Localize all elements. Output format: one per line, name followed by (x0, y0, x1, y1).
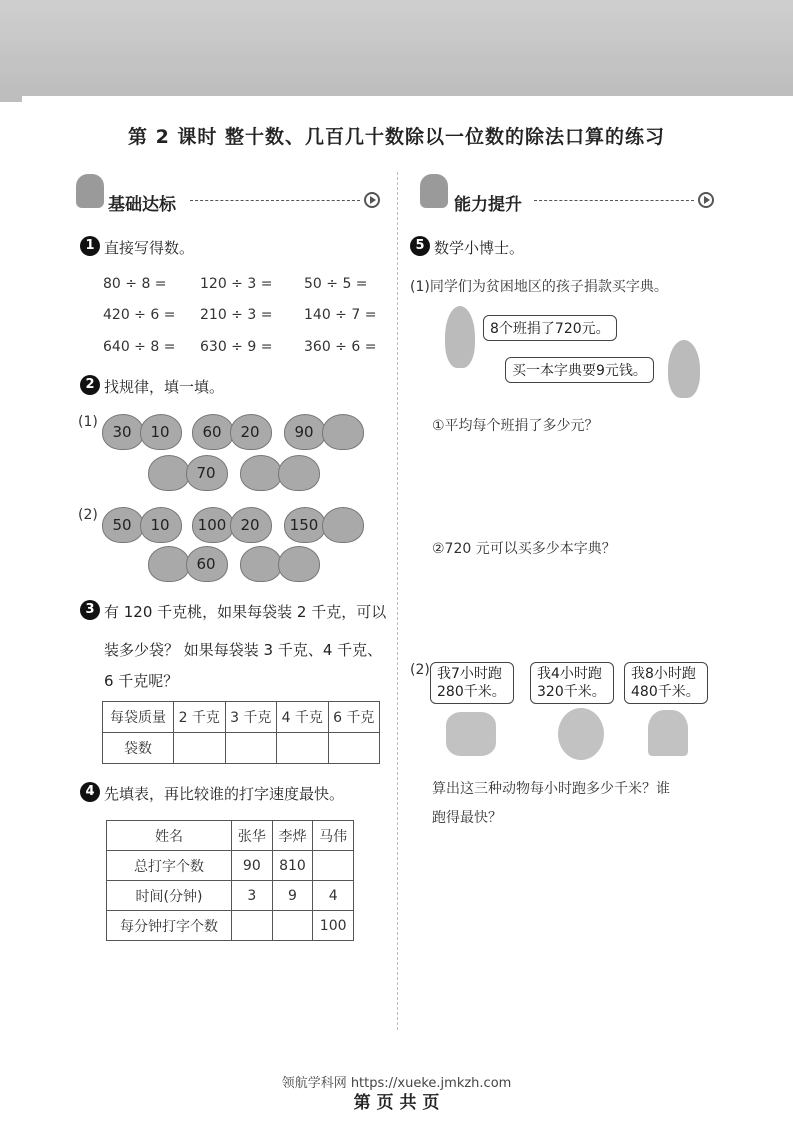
table-cell: 张华 (232, 821, 273, 851)
answer-cell[interactable] (277, 733, 329, 764)
table-cell: 李烨 (272, 821, 313, 851)
leaf-shape (240, 546, 282, 582)
answer-cell[interactable] (232, 911, 273, 941)
tiger-mascot-icon (420, 174, 448, 208)
equation: 80 ÷ 8 = (103, 276, 167, 292)
speech-bubble-lion (530, 662, 614, 704)
bubble-line: 我7小时跑 (437, 666, 502, 682)
part-label: (1) (78, 414, 98, 430)
leaf-shape (322, 414, 364, 450)
play-arrow-icon (364, 192, 380, 208)
leaf-shape (148, 546, 190, 582)
equation: 640 ÷ 8 = (103, 339, 176, 355)
table-cell: 810 (272, 851, 313, 881)
section-dash-line (534, 200, 694, 201)
table-cell: 姓名 (107, 821, 232, 851)
table-cell: 3 (232, 881, 273, 911)
answer-cell[interactable] (313, 851, 354, 881)
table-cell: 4 千克 (277, 702, 329, 733)
equation: 630 ÷ 9 = (200, 339, 273, 355)
question-2-text: 找规律，填一填。 (104, 378, 225, 396)
leaf-shape (278, 546, 320, 582)
tiger-mascot-icon (76, 174, 104, 208)
question-3-line: 有 120 千克桃，如果每袋装 2 千克，可以 (104, 603, 387, 621)
speech-bubble-elephant (430, 662, 514, 704)
leaf-value: 20 (240, 423, 260, 441)
leaf-shape (240, 455, 282, 491)
table-cell: 3 千克 (225, 702, 277, 733)
table-cell: 袋数 (103, 733, 174, 764)
table-cell: 6 千克 (328, 702, 380, 733)
table-cell: 90 (232, 851, 273, 881)
sub-question-1: ①平均每个班捐了多少元？ (432, 418, 599, 434)
leaf-shape (148, 455, 190, 491)
answer-cell[interactable] (328, 733, 380, 764)
answer-cell[interactable] (272, 911, 313, 941)
answer-cell[interactable] (225, 733, 277, 764)
leaf-shape (322, 507, 364, 543)
leaf-value: 150 (289, 516, 319, 534)
typing-speed-table (106, 820, 354, 941)
girl-figure-icon (445, 306, 475, 368)
equation: 140 ÷ 7 = (304, 307, 377, 323)
question-number-2: 2 (80, 375, 100, 395)
question-3-line: 6 千克呢？ (104, 672, 179, 690)
leaf-shape (278, 455, 320, 491)
equation: 360 ÷ 6 = (304, 339, 377, 355)
question-1-text: 直接写得数。 (104, 239, 195, 257)
leaf-value: 10 (150, 516, 170, 534)
speech-bubble: 买一本字典要9元钱。 (505, 357, 654, 383)
question-number-1: 1 (80, 236, 100, 256)
question-5-ask-line: 跑得最快？ (432, 810, 502, 826)
column-divider (397, 172, 398, 1030)
table-cell: 马伟 (313, 821, 354, 851)
table-cell: 4 (313, 881, 354, 911)
part-label: (2) (410, 662, 430, 678)
question-4-text: 先填表，再比较谁的打字速度最快。 (104, 785, 345, 803)
leaf-value: 60 (202, 423, 222, 441)
bubble-line: 我8小时跑 (631, 666, 696, 682)
part-label: (2) (78, 507, 98, 523)
page-title: 第 2 课时 整十数、几百几十数除以一位数的除法口算的练习 (127, 126, 666, 148)
table-cell: 2 千克 (174, 702, 226, 733)
bubble-line: 我4小时跑 (537, 666, 602, 682)
question-5-text: 数学小博士。 (434, 239, 525, 257)
leaf-value: 70 (196, 464, 216, 482)
leaf-value: 100 (197, 516, 227, 534)
leaf-value: 30 (112, 423, 132, 441)
equation: 210 ÷ 3 = (200, 307, 273, 323)
bubble-line: 480千米。 (631, 684, 700, 700)
question-number-4: 4 (80, 782, 100, 802)
table-cell: 9 (272, 881, 313, 911)
question-3-line: 装多少袋？ 如果每袋装 3 千克、4 千克、 (104, 641, 383, 659)
question-number-5: 5 (410, 236, 430, 256)
section-heading-basic: 基础达标 (108, 195, 176, 215)
equation: 50 ÷ 5 = (304, 276, 368, 292)
header-banner (0, 0, 793, 96)
sub-question-2: ②720 元可以买多少本字典？ (432, 541, 616, 557)
table-cell: 100 (313, 911, 354, 941)
table-cell: 每袋质量 (103, 702, 174, 733)
table-cell: 每分钟打字个数 (107, 911, 232, 941)
part-1-text: (1)同学们为贫困地区的孩子捐款买字典。 (410, 279, 668, 295)
bag-weight-table (102, 701, 380, 764)
leaf-value: 60 (196, 555, 216, 573)
question-number-3: 3 (80, 600, 100, 620)
leaf-value: 10 (150, 423, 170, 441)
answer-cell[interactable] (174, 733, 226, 764)
leaf-value: 90 (294, 423, 314, 441)
speech-bubble: 8个班捐了720元。 (483, 315, 617, 341)
table-cell: 时间(分钟) (107, 881, 232, 911)
elephant-icon (446, 712, 496, 756)
table-cell: 总打字个数 (107, 851, 232, 881)
play-arrow-icon (698, 192, 714, 208)
ostrich-icon (648, 710, 688, 756)
section-dash-line (190, 200, 360, 201)
equation: 420 ÷ 6 = (103, 307, 176, 323)
banner-edge (0, 96, 22, 102)
question-5-ask-line: 算出这三种动物每小时跑多少千米？谁 (432, 781, 670, 797)
section-heading-advanced: 能力提升 (454, 195, 522, 215)
lion-icon (558, 708, 604, 760)
page-number: 第 页 共 页 (353, 1093, 440, 1113)
bubble-line: 280千米。 (437, 684, 506, 700)
footer-source: 领航学科网 https://xueke.jmkzh.com (281, 1076, 512, 1091)
speech-bubble-ostrich (624, 662, 708, 704)
equation: 120 ÷ 3 = (200, 276, 273, 292)
leaf-value: 50 (112, 516, 132, 534)
boy-figure-icon (668, 340, 700, 398)
leaf-value: 20 (240, 516, 260, 534)
bubble-line: 320千米。 (537, 684, 606, 700)
